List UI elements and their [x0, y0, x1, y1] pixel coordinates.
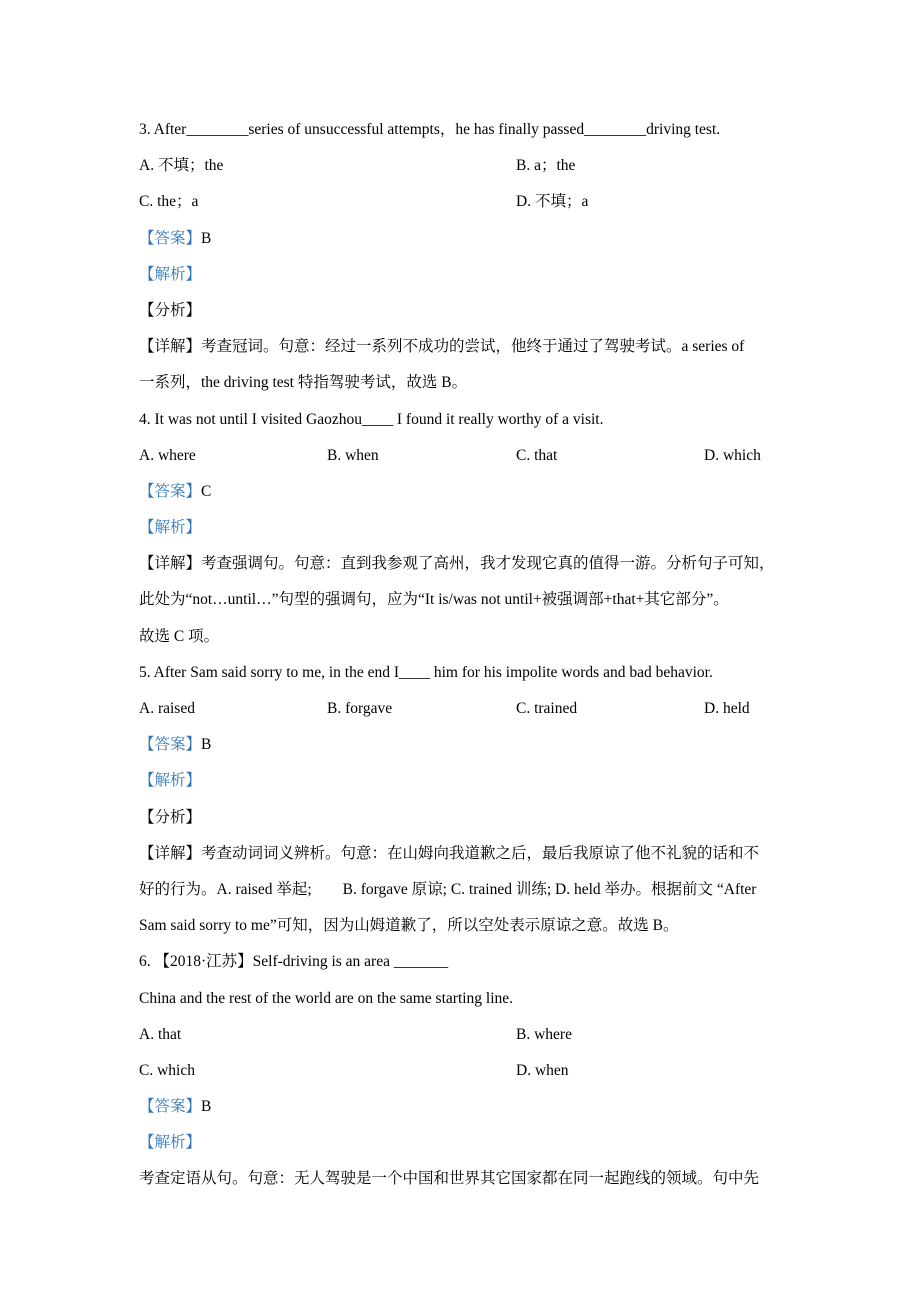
answer-tag: 【答案】	[139, 482, 202, 500]
option-a: A. raised	[139, 700, 195, 717]
answer-line	[139, 474, 799, 510]
answer-value: B	[201, 229, 212, 247]
option-d: D. which	[704, 446, 761, 464]
fenxi-tag: 【分析】	[139, 808, 202, 826]
question-3-stem: 3. After________series of unsuccessful attempts，he has finally passed________driving test.	[139, 121, 721, 138]
question-6-options-row-2	[139, 1053, 799, 1089]
answer-value: C	[201, 482, 212, 500]
option-b: B. forgave	[327, 700, 393, 717]
question-6-options-row-1	[139, 1017, 799, 1053]
option-b: B. a；the	[516, 157, 576, 175]
answer-value: B	[201, 1098, 212, 1116]
answer-line	[139, 727, 799, 763]
detail-line: Sam said sorry to me”可知，因为山姆道歉了，所以空处表示原谅之意。故选 B。	[139, 917, 679, 935]
question-4-stem: 4. It was not until I visited Gaozhou____ I found it really worthy of a visit.	[139, 410, 604, 428]
fenxi-tag: 【分析】	[139, 301, 202, 319]
detail-line: 【详解】考查强调句。句意：直到我参观了高州，我才发现它真的值得一游。分析句子可知，	[139, 555, 775, 573]
question-6-stem: 6. 【2018·江苏】Self-driving is an area _______	[139, 953, 449, 971]
option-c: C. trained	[516, 700, 578, 717]
analysis-tag: 【解析】	[139, 519, 202, 537]
option-c: C. that	[516, 446, 558, 464]
option-c: C. the；a	[139, 193, 199, 211]
question-3-options-row-2	[139, 184, 799, 220]
analysis-tag: 【解析】	[139, 772, 202, 790]
question-5-stem: 5. After Sam said sorry to me, in the end I____ him for his impolite words and bad behavior.	[139, 663, 713, 681]
detail-line: 【详解】考查动词词义辨析。句意：在山姆向我道歉之后，最后我原谅了他不礼貌的话和不	[139, 844, 760, 862]
question-3-options-row-1	[139, 148, 799, 184]
analysis-tag: 【解析】	[139, 1134, 202, 1152]
answer-value: B	[201, 736, 212, 754]
option-d: D. 不填；a	[516, 193, 589, 211]
detail-line: 此处为“not…until…”句型的强调句，应为“It is/was not until+被强调部+that+其它部分”。	[139, 591, 729, 609]
document-page	[139, 112, 799, 1198]
answer-line	[139, 1089, 799, 1125]
option-a: A. that	[139, 1025, 182, 1043]
detail-line: 考查定语从句。句意：无人驾驶是一个中国和世界其它国家都在同一起跑线的领域。句中先	[139, 1170, 760, 1188]
option-b: B. where	[516, 1025, 572, 1043]
detail-line: 故选 C 项。	[139, 627, 220, 645]
answer-tag: 【答案】	[139, 1098, 202, 1116]
question-4-options	[139, 438, 799, 474]
answer-tag: 【答案】	[139, 736, 202, 754]
question-5-options	[139, 691, 799, 727]
analysis-tag: 【解析】	[139, 265, 202, 283]
option-d: D. held	[704, 700, 750, 717]
detail-line: 好的行为。A. raised 举起; B. forgave 原谅; C. trained 训练; D. held 举办。根据前文 “After	[139, 880, 757, 898]
option-a: A. where	[139, 446, 196, 464]
answer-line	[139, 221, 799, 257]
option-c: C. which	[139, 1061, 195, 1079]
option-d: D. when	[516, 1061, 569, 1079]
detail-line: 一系列，the driving test 特指驾驶考试，故选 B。	[139, 374, 468, 392]
option-a: A. 不填；the	[139, 157, 224, 175]
option-b: B. when	[327, 446, 379, 464]
answer-tag: 【答案】	[139, 229, 202, 247]
question-6-stem-cont: China and the rest of the world are on the same starting line.	[139, 989, 514, 1007]
detail-line: 【详解】考查冠词。句意：经过一系列不成功的尝试，他终于通过了驾驶考试。a series of	[139, 338, 745, 356]
